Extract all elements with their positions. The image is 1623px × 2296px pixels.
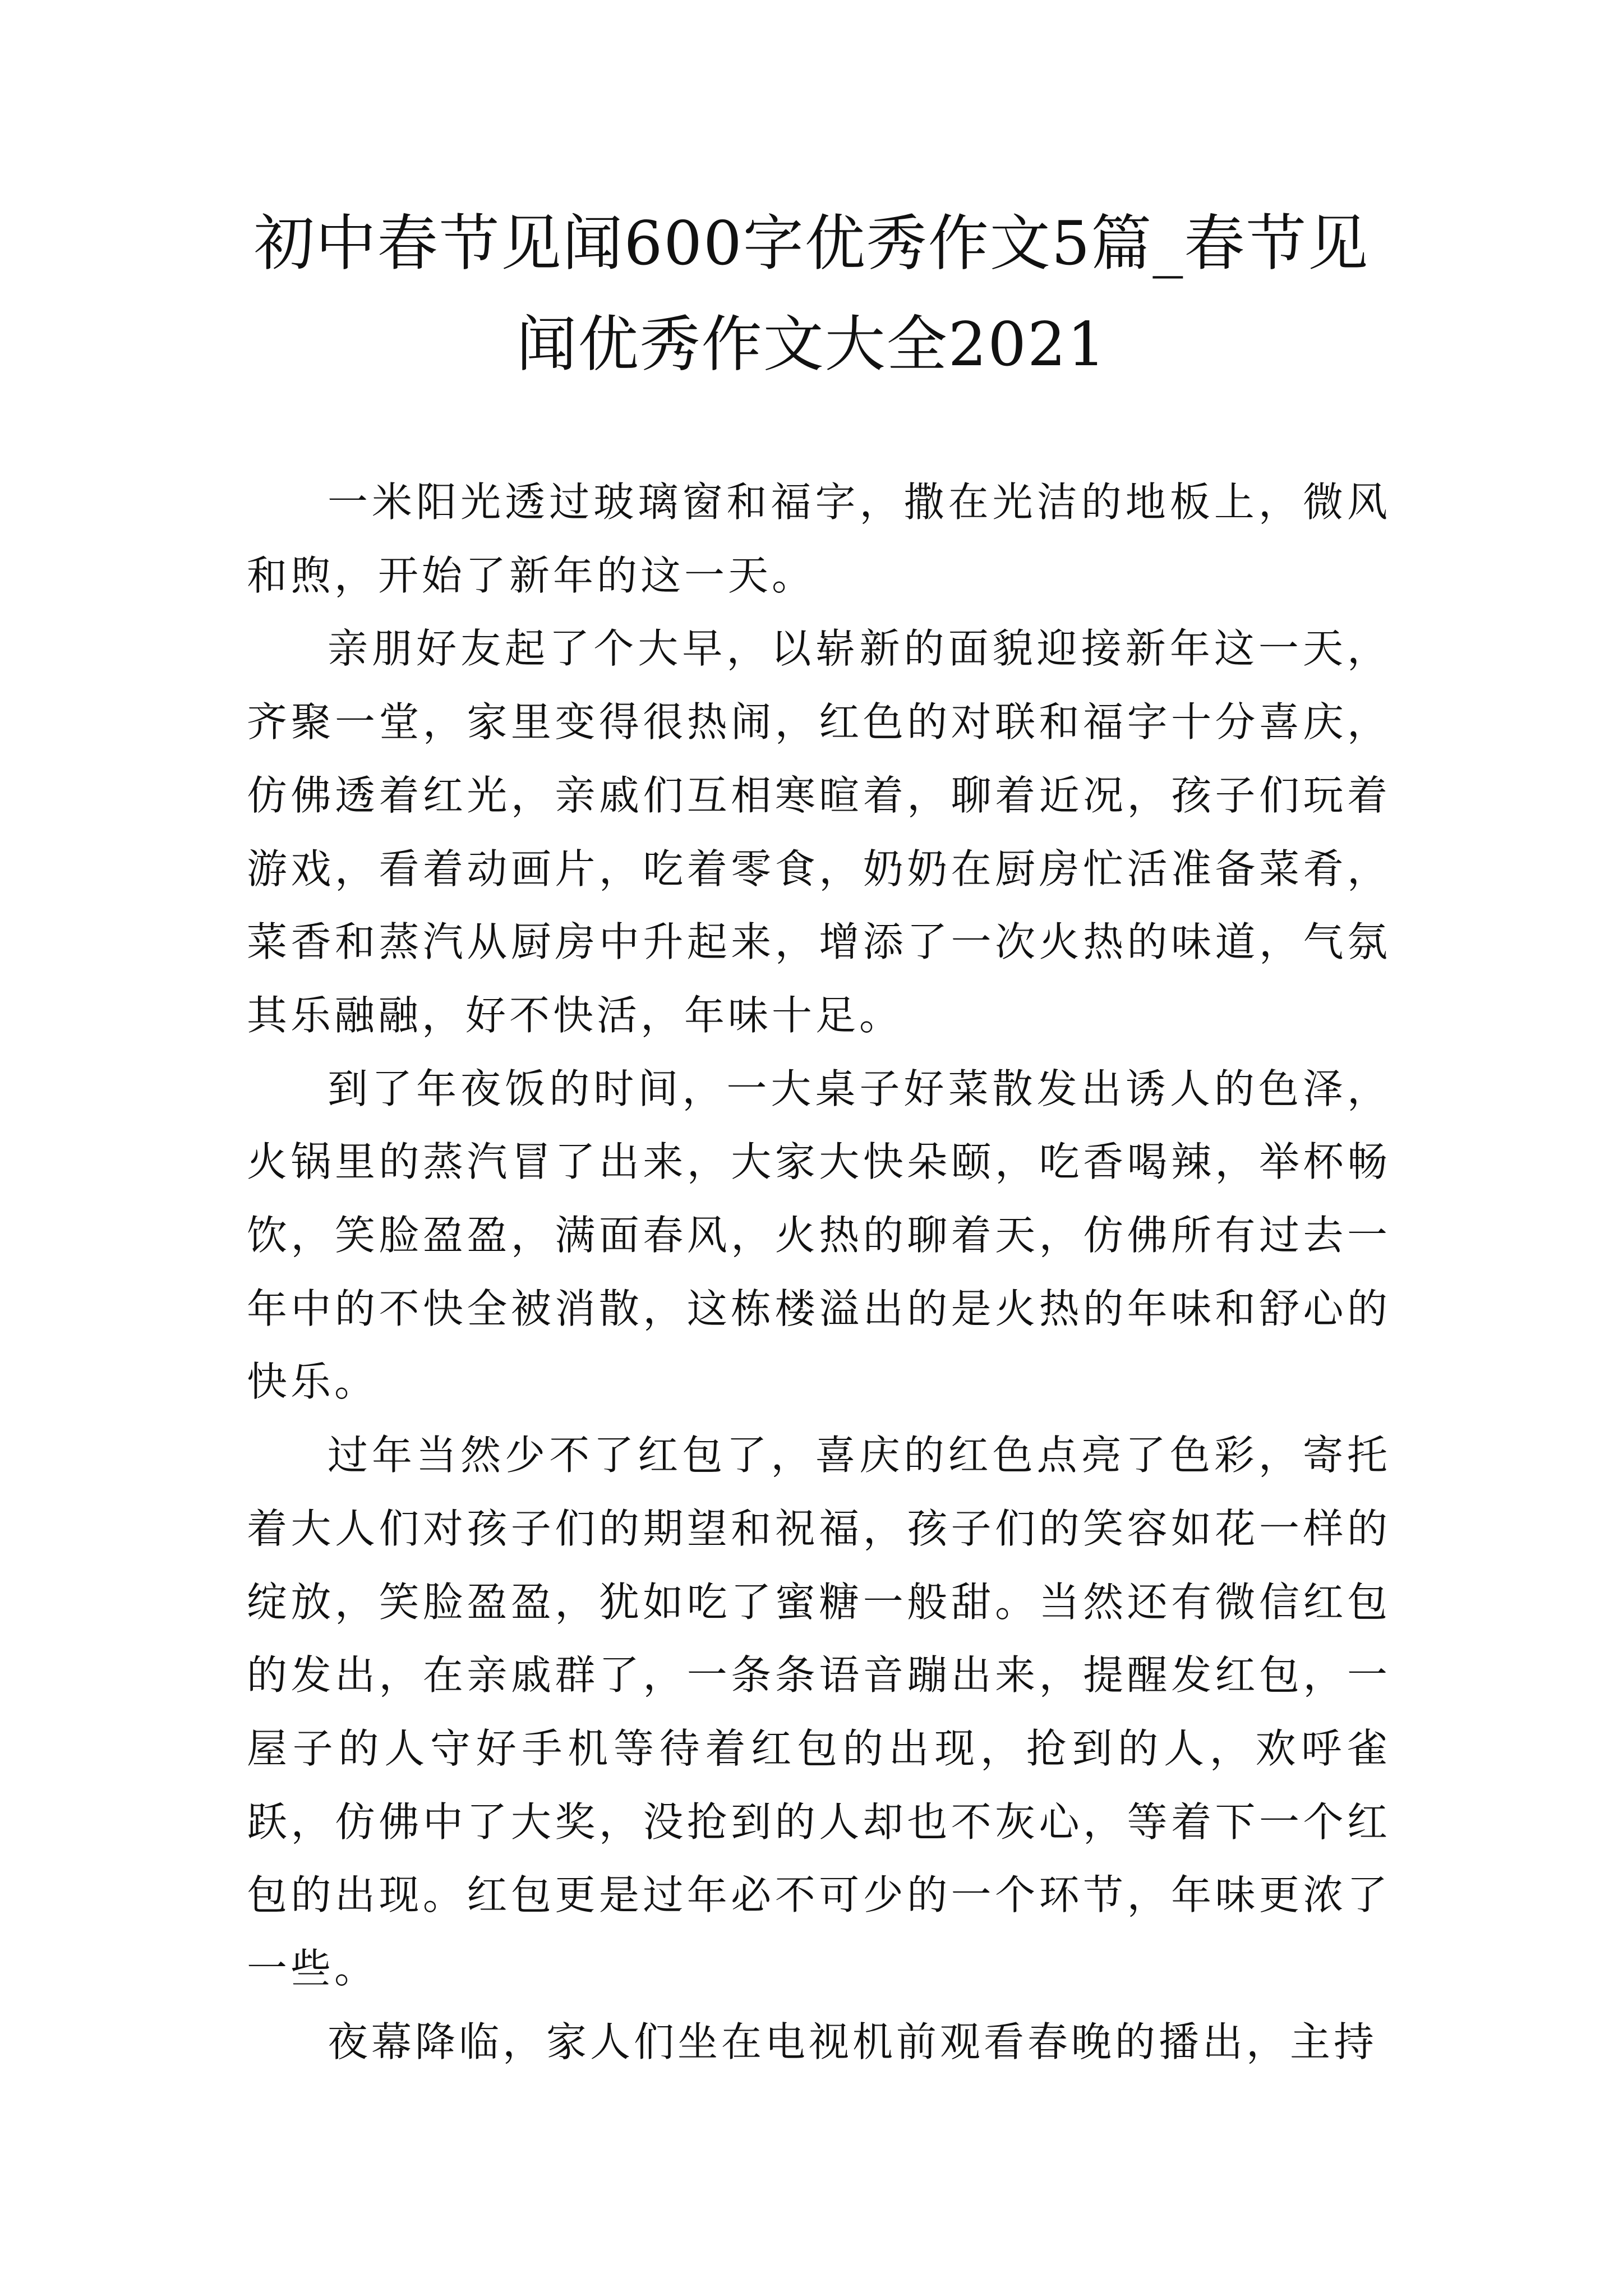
document-title: 初中春节见闻600字优秀作文5篇_春节见闻优秀作文大全2021 — [253, 209, 1370, 380]
paragraph: 亲朋好友起了个大早，以崭新的面貌迎接新年这一天，齐聚一堂，家里变得很热闹，红色的对联和福字十分喜庆，仿佛透着红光，亲戚们互相寒暄着，聊着近况，孩子们玩着游戏，看着动画片，吃着零食，奶奶在厨房忙活准备菜肴，菜香和蒸汽从厨房中升起来，增添了一次火热的味道，气氛其乐融融，好不快活，年味十足。 — [247, 625, 1391, 1039]
paragraph: 过年当然少不了红包了，喜庆的红色点亮了色彩，寄托着大人们对孩子们的期望和祝福，孩子们的笑容如花一样的绽放，笑脸盈盈，犹如吃了蜜糖一般甜。当然还有微信红包的发出，在亲戚群了，一条条语音蹦出来，提醒发红包，一屋子的人守好手机等待着红包的出现，抢到的人，欢呼雀跃，仿佛中了大奖，没抢到的人却也不灰心，等着下一个红包的出现。红包更是过年必不可少的一个环节，年味更浓了一些。 — [247, 1432, 1391, 1993]
paragraph: 夜幕降临，家人们坐在电视机前观看春晚的播出，主持 — [328, 2018, 1378, 2065]
document-body — [247, 466, 1391, 2078]
paragraph: 一米阳光透过玻璃窗和福字，撒在光洁的地板上，微风和煦，开始了新年的这一天。 — [247, 478, 1391, 599]
paragraph: 到了年夜饭的时间，一大桌子好菜散发出诱人的色泽，火锅里的蒸汽冒了出来，大家大快朵颐，吃香喝辣，举杯畅饮，笑脸盈盈，满面春风，火热的聊着天，仿佛所有过去一年中的不快全被消散，这栋楼溢出的是火热的年味和舒心的快乐。 — [247, 1065, 1391, 1406]
